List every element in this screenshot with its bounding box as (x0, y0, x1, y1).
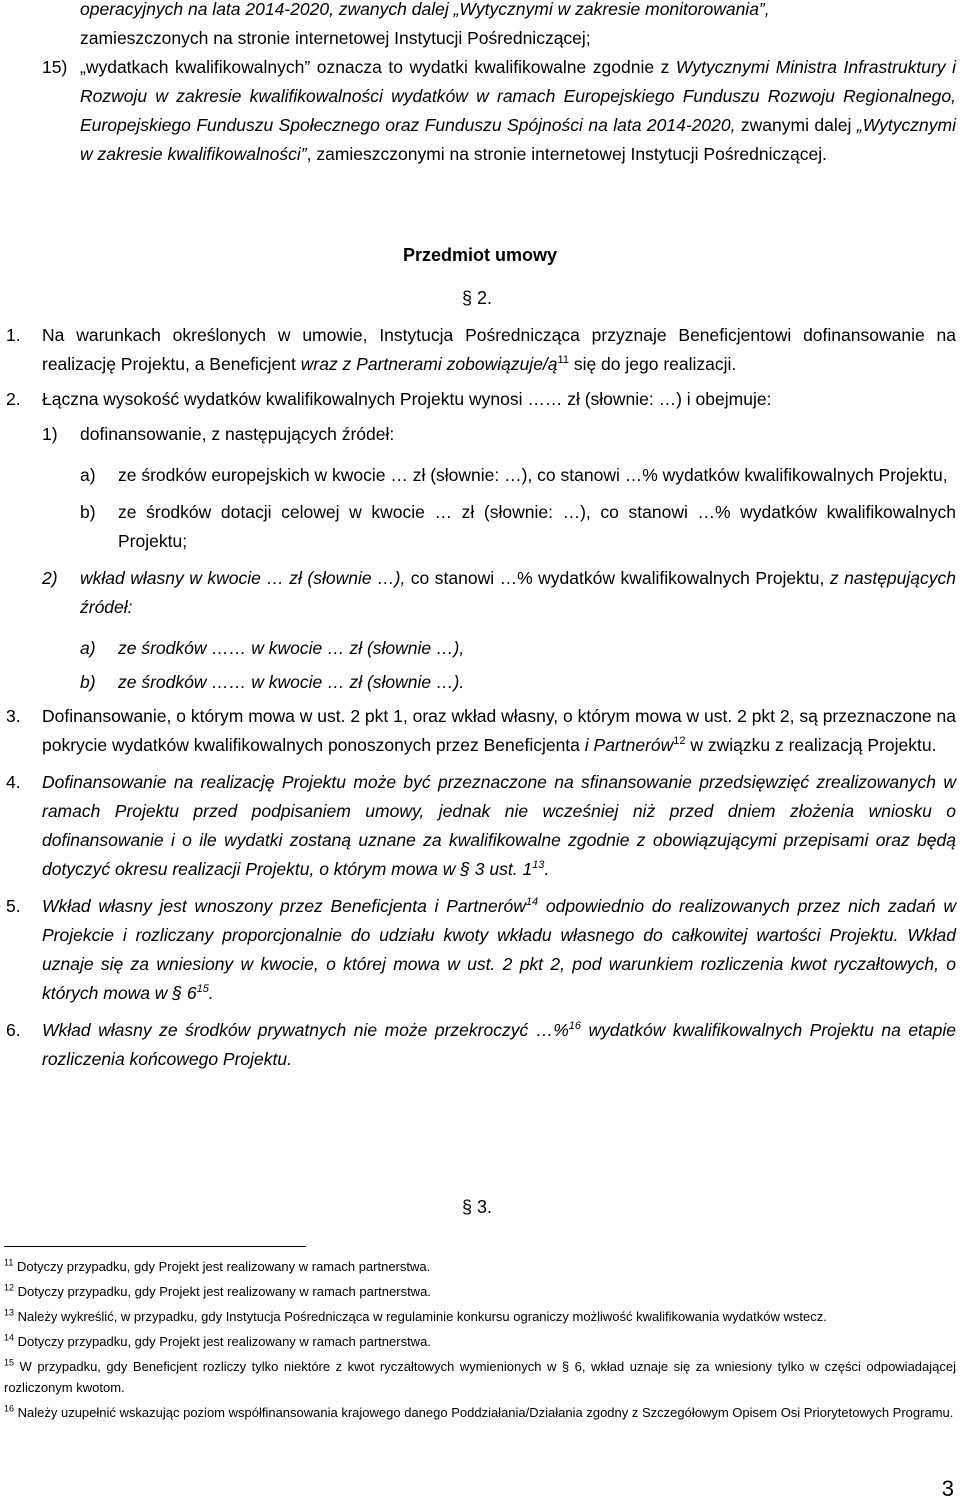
footnote-number: 12 (4, 1282, 15, 1293)
intro-continuation (80, 0, 956, 53)
intro-line-1: operacyjnych na lata 2014-2020, zwanych dalej „Wytycznymi w zakresie monitorowania”, (80, 0, 770, 19)
footnote-15 (4, 1356, 956, 1398)
section-2-body (0, 321, 960, 1074)
footnote-text: Dotyczy przypadku, gdy Projekt jest realizowany w ramach partnerstwa. (13, 1259, 431, 1274)
footnotes (4, 1256, 956, 1427)
definition-number: 15) (42, 57, 68, 77)
intro-line-2: zamieszczonych na stronie internetowej Instytucji Pośredniczącej; (80, 28, 591, 48)
paragraph-1: 1. Na warunkach określonych w umowie, Instytucja Pośrednicząca przyznaje Beneficjentowi dofinansowanie na realizację Projektu, a Beneficjent wraz z Partnerami zobowiązuje/$ą^{11}$ się do jego realizacji. (6, 325, 956, 374)
section-2-marker: § 2. (462, 288, 493, 308)
footnote-text: Dotyczy przypadku, gdy Projekt jest realizowany w ramach partnerstwa. (14, 1284, 431, 1299)
paragraph-2: 2. Łączna wysokość wydatków kwalifikowalnych Projektu wynosi …… zł (słownie: …) i obejmuje: (6, 389, 772, 409)
footnote-number: 14 (4, 1332, 15, 1343)
paragraph-2-point-2-b: b) ze środków …… w kwocie … zł (słownie …). (80, 672, 465, 692)
paragraph-2-point-2: 2) wkład własny w kwocie … zł (słownie …), co stanowi …% wydatków kwalifikowalnych Projektu, z następujących źródeł: (42, 568, 956, 617)
footnote-11 (4, 1256, 956, 1277)
paragraph-4: 4. Dofinansowanie na realizację Projektu może być przeznaczone na sfinansowanie przedsięwzięć zrealizowanych w ramach Projektu przed podpisaniem umowy, jednak nie wcześniej niż przed dniem złożenia wniosku o dofinansowanie i o ile wydatki zostaną uznane za kwalifikowalne zgodnie z obowiązującymi przepisami oraz będą dotyczyć okresu realizacji Projektu, o którym mowa w § 3 ust. $1^{13}$. (6, 772, 956, 879)
paragraph-3: 3. Dofinansowanie, o którym mowa w ust. 2 pkt 1, oraz wkład własny, o którym mowa w ust. 2 pkt 2, są przeznaczone na pokrycie wydatków kwalifikowalnych ponoszonych przez Beneficjenta i Partnerów$^{12}$ w związku z realizacją Projektu. (6, 706, 956, 755)
paragraph-2-point-2-a: a) ze środków …… w kwocie … zł (słownie …), (80, 638, 465, 658)
footnote-number: 11 (4, 1257, 14, 1268)
footnote-number: 15 (4, 1357, 15, 1368)
definition-15 (42, 53, 956, 169)
footnote-16 (4, 1402, 956, 1423)
page-number: 3 (941, 1476, 954, 1501)
footnote-12 (4, 1281, 956, 1302)
footnote-text: Należy uzupełnić wskazując poziom współfinansowania krajowego danego Poddziałania/Działania zgodny z Szczegółowym Opisem Osi Priorytetowych Programu. (14, 1405, 954, 1420)
footnote-text: Należy wykreślić, w przypadku, gdy Instytucja Pośrednicząca w regulaminie konkursu ograniczy możliwość kwalifikowania wydatków wstecz. (14, 1309, 827, 1324)
footnote-text: W przypadku, gdy Beneficjent rozliczy tylko niektóre z kwot ryczałtowych wymienionych w § 6, wkład uznaje się za wniesiony tylko w części odpowiadającej rozliczonym kwotom. (4, 1359, 956, 1395)
footnote-number: 16 (4, 1403, 15, 1414)
section-3-marker: § 3. (462, 1197, 493, 1217)
paragraph-5: 5. Wkład własny jest wnoszony przez Beneficjenta i Partnerów$^{14}$ odpowiednio do realizowanych przez nich zadań w Projekcie i rozliczany proporcjonalnie do udziału kwoty wkładu własnego do całkowitej wartości Projektu. Wkład uznaje się za wniesiony w kwocie, o której mowa w ust. 2 pkt 2, pod warunkiem rozliczenia kwot ryczałtowych, o których mowa w § $6^{15}$. (6, 896, 956, 1003)
footnote-13 (4, 1306, 956, 1327)
paragraph-2-point-1: 1) dofinansowanie, z następujących źródeł: (42, 424, 395, 444)
footnote-14 (4, 1331, 956, 1352)
paragraph-2-point-1-a: a) ze środków europejskich w kwocie … zł (słownie: …), co stanowi …% wydatków kwalifikowalnych Projektu, (80, 465, 948, 485)
footnote-text: Dotyczy przypadku, gdy Projekt jest realizowany w ramach partnerstwa. (14, 1334, 431, 1349)
definition-text: „wydatkach kwalifikowalnych” oznacza to wydatki kwalifikowalne zgodnie z Wytycznymi Ministra Infrastruktury i Rozwoju w zakresie kwalifikowalności wydatków w ramach Europejskiego Funduszu Rozwoju Regionalnego, Europejskiego Funduszu Społecznego oraz Funduszu Spójności na lata 2014-2020, zwanymi dalej „Wytycznymi w zakresie kwalifikowalności”, zamieszczonymi na stronie internetowej Instytucji Pośredniczącej. (80, 57, 956, 164)
paragraph-2-point-1-b: b) ze środków dotacji celowej w kwocie … zł (słownie: …), co stanowi …% wydatków kwalifikowalnych Projektu; (80, 502, 956, 551)
paragraph-6: 6. Wkład własny ze środków prywatnych nie może przekroczyć …%$^{16}$ wydatków kwalifikowalnych Projektu na etapie rozliczenia końcowego Projektu. (6, 1020, 957, 1069)
footnote-number: 13 (4, 1307, 15, 1318)
footnote-separator (4, 1246, 306, 1247)
section-heading: Przedmiot umowy (402, 245, 558, 265)
